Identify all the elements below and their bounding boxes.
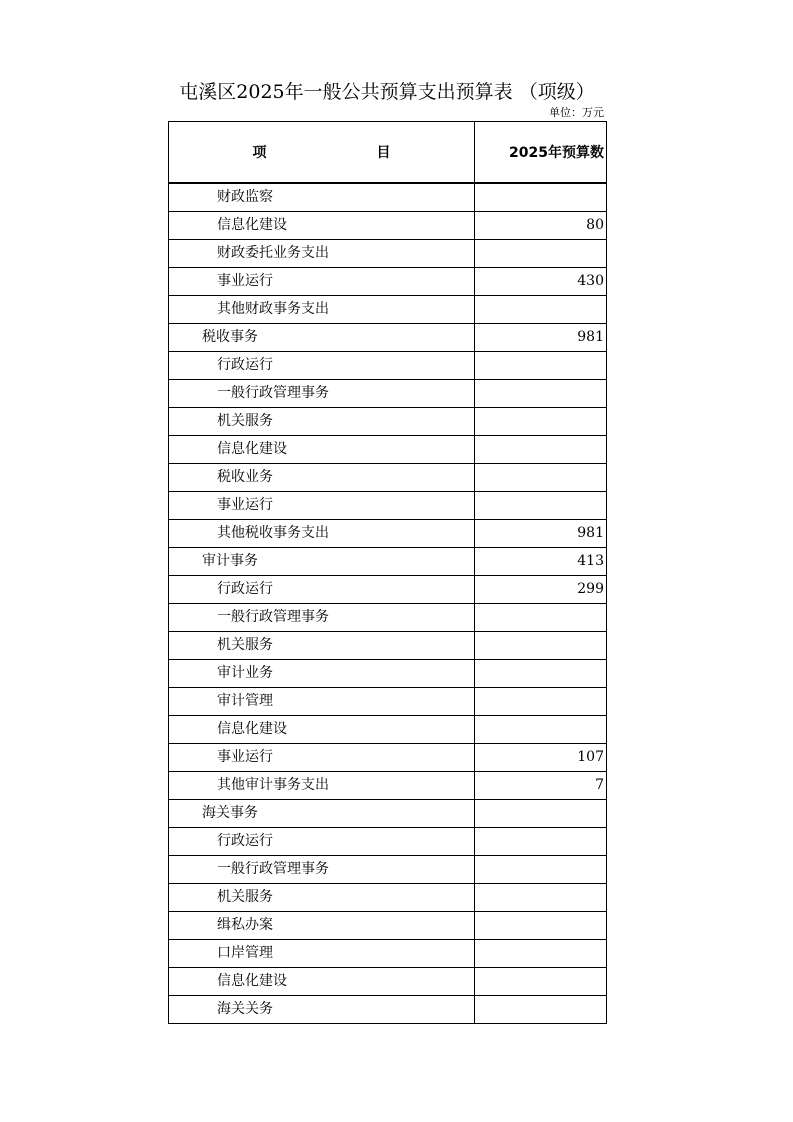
table-row <box>169 632 607 660</box>
table-row <box>169 352 607 380</box>
table-row <box>169 436 607 464</box>
table-row <box>169 828 607 856</box>
budget-value-cell: 413 <box>475 548 607 576</box>
table-row <box>169 520 607 548</box>
table-row <box>169 856 607 884</box>
item-name-cell: 行政运行 <box>169 576 475 604</box>
table-row <box>169 744 607 772</box>
item-name-cell: 事业运行 <box>169 492 475 520</box>
item-name-cell: 信息化建设 <box>169 436 475 464</box>
table-row <box>169 464 607 492</box>
table-row <box>169 324 607 352</box>
item-name-cell: 行政运行 <box>169 352 475 380</box>
item-name-cell: 机关服务 <box>169 408 475 436</box>
item-name-cell: 税收业务 <box>169 464 475 492</box>
budget-value-cell <box>475 183 607 212</box>
budget-value-cell: 80 <box>475 212 607 240</box>
table-row <box>169 800 607 828</box>
item-name-cell: 财政委托业务支出 <box>169 240 475 268</box>
budget-value-cell <box>475 464 607 492</box>
item-name-cell: 机关服务 <box>169 632 475 660</box>
item-name-cell: 海关关务 <box>169 996 475 1024</box>
item-name-cell: 其他财政事务支出 <box>169 296 475 324</box>
table-row <box>169 548 607 576</box>
budget-value-cell <box>475 296 607 324</box>
table-row <box>169 940 607 968</box>
item-name-cell: 税收事务 <box>169 324 475 352</box>
budget-value-cell <box>475 912 607 940</box>
budget-value-cell <box>475 660 607 688</box>
budget-table <box>168 121 607 1024</box>
table-row <box>169 604 607 632</box>
table-row <box>169 912 607 940</box>
table-row <box>169 716 607 744</box>
unit-label: 单位：万元 <box>549 106 604 119</box>
table-row <box>169 408 607 436</box>
item-name-cell: 财政监察 <box>169 183 475 212</box>
item-name-cell: 口岸管理 <box>169 940 475 968</box>
table-row <box>169 492 607 520</box>
budget-value-cell <box>475 408 607 436</box>
budget-value-cell <box>475 604 607 632</box>
budget-value-cell <box>475 380 607 408</box>
budget-value-cell: 7 <box>475 772 607 800</box>
budget-value-cell <box>475 632 607 660</box>
budget-value-cell <box>475 492 607 520</box>
item-name-cell: 审计事务 <box>169 548 475 576</box>
budget-value-cell: 107 <box>475 744 607 772</box>
budget-value-cell <box>475 436 607 464</box>
table-row <box>169 660 607 688</box>
table-row <box>169 688 607 716</box>
item-name-cell: 海关事务 <box>169 800 475 828</box>
table-row <box>169 212 607 240</box>
item-name-cell: 审计管理 <box>169 688 475 716</box>
table-row <box>169 884 607 912</box>
table-row <box>169 996 607 1024</box>
budget-value-cell <box>475 856 607 884</box>
budget-value-cell <box>475 688 607 716</box>
item-name-cell: 缉私办案 <box>169 912 475 940</box>
table-row <box>169 183 607 212</box>
budget-value-cell <box>475 968 607 996</box>
item-name-cell: 审计业务 <box>169 660 475 688</box>
item-name-cell: 其他税收事务支出 <box>169 520 475 548</box>
budget-value-cell <box>475 940 607 968</box>
item-name-cell: 机关服务 <box>169 884 475 912</box>
item-name-cell: 事业运行 <box>169 744 475 772</box>
column-header-item: 项 目 <box>169 122 475 184</box>
budget-value-cell <box>475 716 607 744</box>
column-header-budget: 2025年预算数 <box>475 122 607 184</box>
table-row <box>169 268 607 296</box>
item-name-cell: 信息化建设 <box>169 716 475 744</box>
item-name-cell: 其他审计事务支出 <box>169 772 475 800</box>
item-name-cell: 一般行政管理事务 <box>169 856 475 884</box>
budget-value-cell <box>475 352 607 380</box>
item-name-cell: 一般行政管理事务 <box>169 604 475 632</box>
budget-value-cell: 299 <box>475 576 607 604</box>
table-row <box>169 968 607 996</box>
budget-value-cell <box>475 800 607 828</box>
table-header-row <box>169 122 607 184</box>
item-name-cell: 信息化建设 <box>169 212 475 240</box>
table-row <box>169 380 607 408</box>
table-row <box>169 296 607 324</box>
page-title: 屯溪区2025年一般公共预算支出预算表 （项级） <box>179 81 595 103</box>
budget-value-cell: 981 <box>475 324 607 352</box>
table-row <box>169 576 607 604</box>
table-row <box>169 772 607 800</box>
budget-value-cell: 430 <box>475 268 607 296</box>
budget-value-cell <box>475 828 607 856</box>
item-name-cell: 一般行政管理事务 <box>169 380 475 408</box>
budget-value-cell <box>475 884 607 912</box>
budget-value-cell <box>475 240 607 268</box>
table-row <box>169 240 607 268</box>
budget-value-cell <box>475 996 607 1024</box>
item-name-cell: 事业运行 <box>169 268 475 296</box>
item-name-cell: 行政运行 <box>169 828 475 856</box>
item-name-cell: 信息化建设 <box>169 968 475 996</box>
budget-value-cell: 981 <box>475 520 607 548</box>
